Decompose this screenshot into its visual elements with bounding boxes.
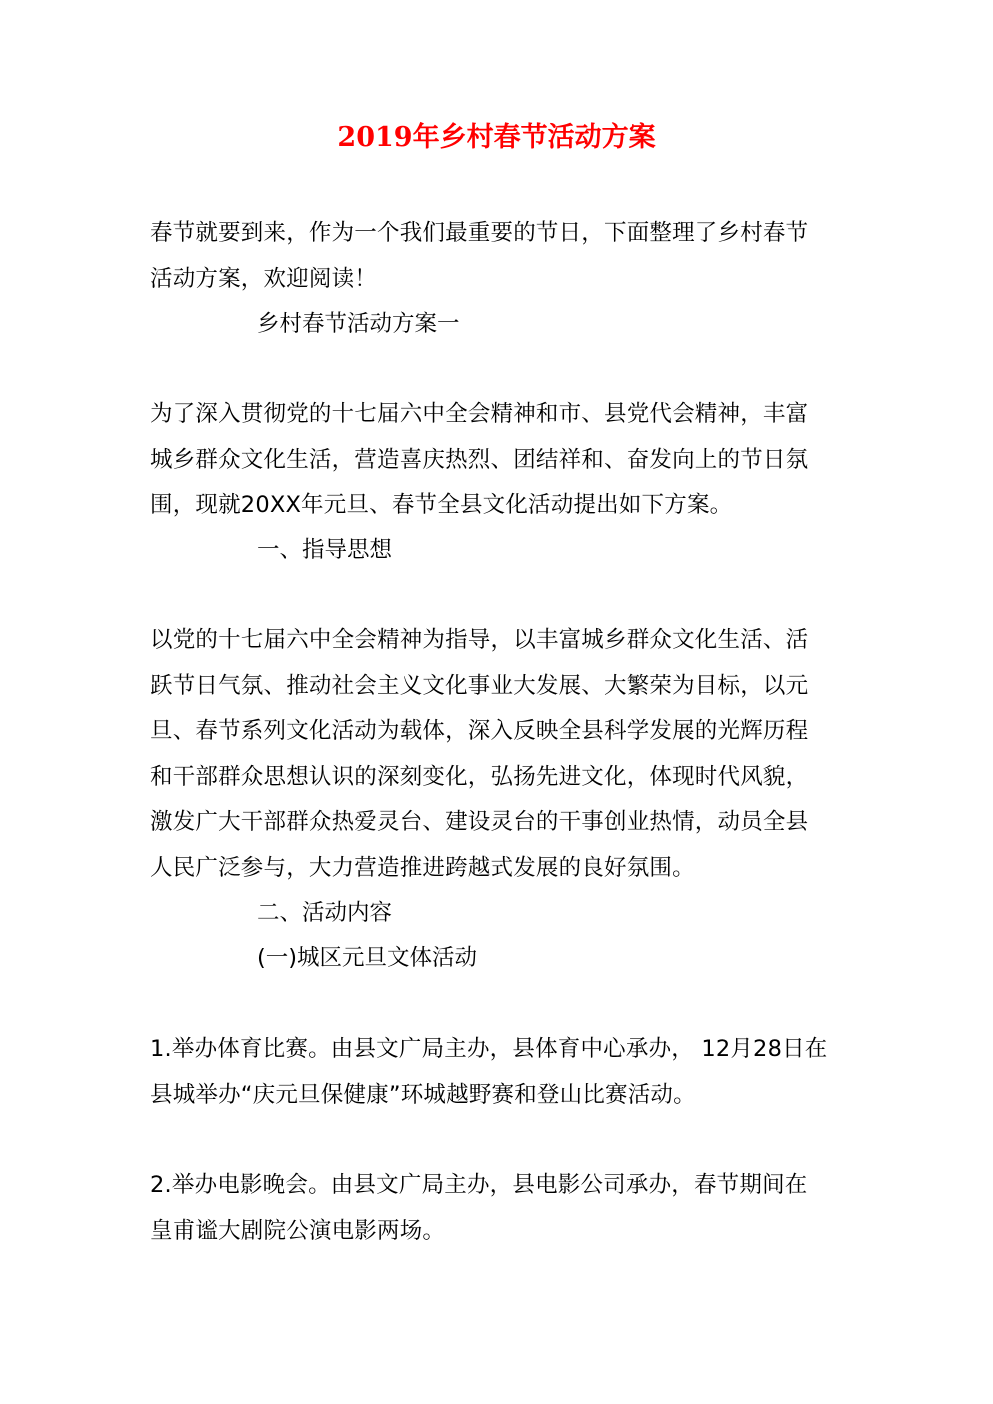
guiding-line: 人民广泛参与，大力营造推进跨越式发展的良好氛围。 [150, 854, 695, 881]
guiding-line: 旦、春节系列文化活动为载体，深入反映全县科学发展的光辉历程 [150, 718, 809, 744]
content-heading: 二、活动内容 [257, 900, 393, 926]
purpose-line: 围，现就20XX年元旦、春节全县文化活动提出如下方案。 [150, 492, 733, 518]
sub-one-heading: (一)城区元旦文体活动 [257, 945, 478, 971]
purpose-line: 城乡群众文化生活，营造喜庆热烈、团结祥和、奋发向上的节日氛 [150, 446, 809, 473]
purpose-line: 为了深入贯彻党的十七届六中全会精神和市、县党代会精神，丰富 [150, 401, 809, 427]
guiding-line: 以党的十七届六中全会精神为指导，以丰富城乡群众文化生活、活 [150, 627, 809, 653]
intro-line: 春节就要到来，作为一个我们最重要的节日，下面整理了乡村春节 [150, 220, 809, 246]
intro-line: 活动方案，欢迎阅读！ [150, 265, 378, 292]
item-two-paragraph [150, 1163, 840, 1254]
guiding-heading: 一、指导思想 [257, 537, 393, 563]
plan-one-heading: 乡村春节活动方案一 [257, 311, 460, 337]
item-one-paragraph [150, 1027, 840, 1118]
intro-paragraph [150, 211, 840, 302]
item-one-line: 1.举办体育比赛。由县文广局主办，县体育中心承办， 12月28日在 [150, 1036, 828, 1062]
document-title: 2019年乡村春节活动方案 [337, 122, 656, 153]
item-two-line: 皇甫谧大剧院公演电影两场。 [150, 1217, 446, 1244]
item-two-line: 2.举办电影晚会。由县文广局主办，县电影公司承办，春节期间在 [150, 1172, 808, 1198]
guiding-line: 和干部群众思想认识的深刻变化，弘扬先进文化，体现时代风貌， [150, 763, 809, 790]
guiding-paragraph [150, 618, 840, 891]
purpose-paragraph [150, 392, 840, 529]
item-one-line: 县城举办“庆元旦保健康”环城越野赛和登山比赛活动。 [150, 1081, 696, 1108]
guiding-line: 激发广大干部群众热爱灵台、建设灵台的干事创业热情，动员全县 [150, 809, 809, 835]
guiding-line: 跃节日气氛、推动社会主义文化事业大发展、大繁荣为目标，以元 [150, 672, 809, 699]
